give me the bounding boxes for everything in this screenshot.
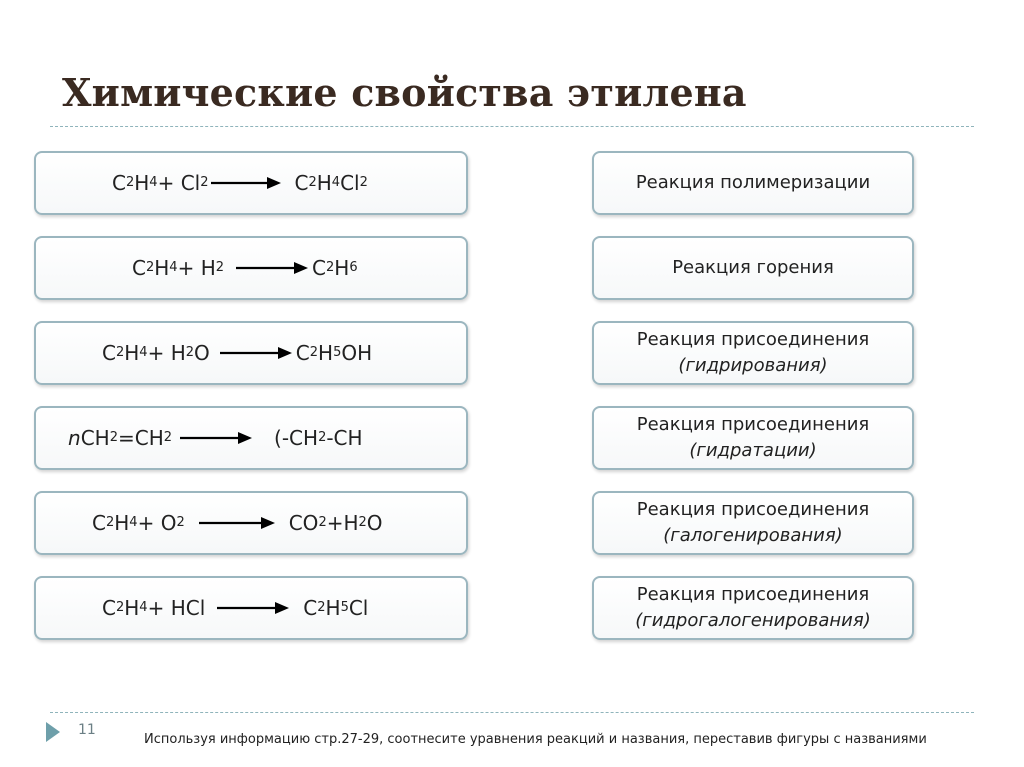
arrow-icon: [211, 176, 281, 190]
reaction-name: Реакция присоединения: [636, 584, 870, 605]
equation-box-hydrogenation[interactable]: [34, 236, 468, 300]
eq-text: C: [112, 171, 126, 195]
equation-5: C 2 H 4 + O 2 CO 2 +H 2 O: [92, 511, 383, 535]
page-number: 11: [78, 722, 96, 738]
reaction-subtype: (гидратации): [689, 440, 817, 461]
footer-divider: [50, 712, 974, 713]
arrow-icon: [199, 516, 275, 530]
name-box-polymerization[interactable]: [592, 151, 914, 215]
equation-2: C 2 H 4 + H 2 C 2 H 6: [132, 256, 358, 280]
name-box-hydration[interactable]: [592, 406, 914, 470]
instruction-text: Используя информацию стр.27-29, соотнесите уравнения реакций и названия, переставив фигуры с названиями: [144, 732, 927, 747]
play-icon[interactable]: [46, 722, 60, 742]
equation-1: C 2 H 4 + Cl 2 C 2 H 4 Cl 2: [112, 171, 368, 195]
name-box-halogenation[interactable]: [592, 491, 914, 555]
page-title: Химические свойства этилена: [62, 70, 747, 115]
reaction-name: Реакция присоединения: [636, 499, 870, 520]
equation-box-hydration[interactable]: [34, 321, 468, 385]
name-box-combustion[interactable]: [592, 236, 914, 300]
equation-4: n CH 2 =CH 2 (-CH 2 -CH: [68, 426, 363, 450]
title-divider: [50, 126, 974, 127]
equation-box-polymerization[interactable]: [34, 406, 468, 470]
name-box-hydrohalogenation[interactable]: [592, 576, 914, 640]
reaction-subtype: (галогенирования): [663, 525, 843, 546]
reaction-name: Реакция присоединения: [636, 414, 870, 435]
equation-box-hydrohalogenation[interactable]: [34, 576, 468, 640]
arrow-icon: [220, 346, 292, 360]
equation-3: C 2 H 4 + H 2 O C 2 H 5 OH: [102, 341, 373, 365]
reaction-name: Реакция присоединения: [636, 329, 870, 350]
reaction-name: Реакция горения: [672, 257, 834, 278]
reaction-subtype: (гидрогалогенирования): [635, 610, 871, 631]
reaction-subtype: (гидрирования): [678, 355, 828, 376]
equation-box-chlorination[interactable]: [34, 151, 468, 215]
arrow-icon: [180, 431, 252, 445]
equation-6: C 2 H 4 + HCl C 2 H 5 Cl: [102, 596, 369, 620]
arrow-icon: [217, 601, 289, 615]
name-box-hydrogenation[interactable]: [592, 321, 914, 385]
equation-box-combustion[interactable]: [34, 491, 468, 555]
reaction-name: Реакция полимеризации: [635, 172, 871, 193]
arrow-icon: [236, 261, 308, 275]
